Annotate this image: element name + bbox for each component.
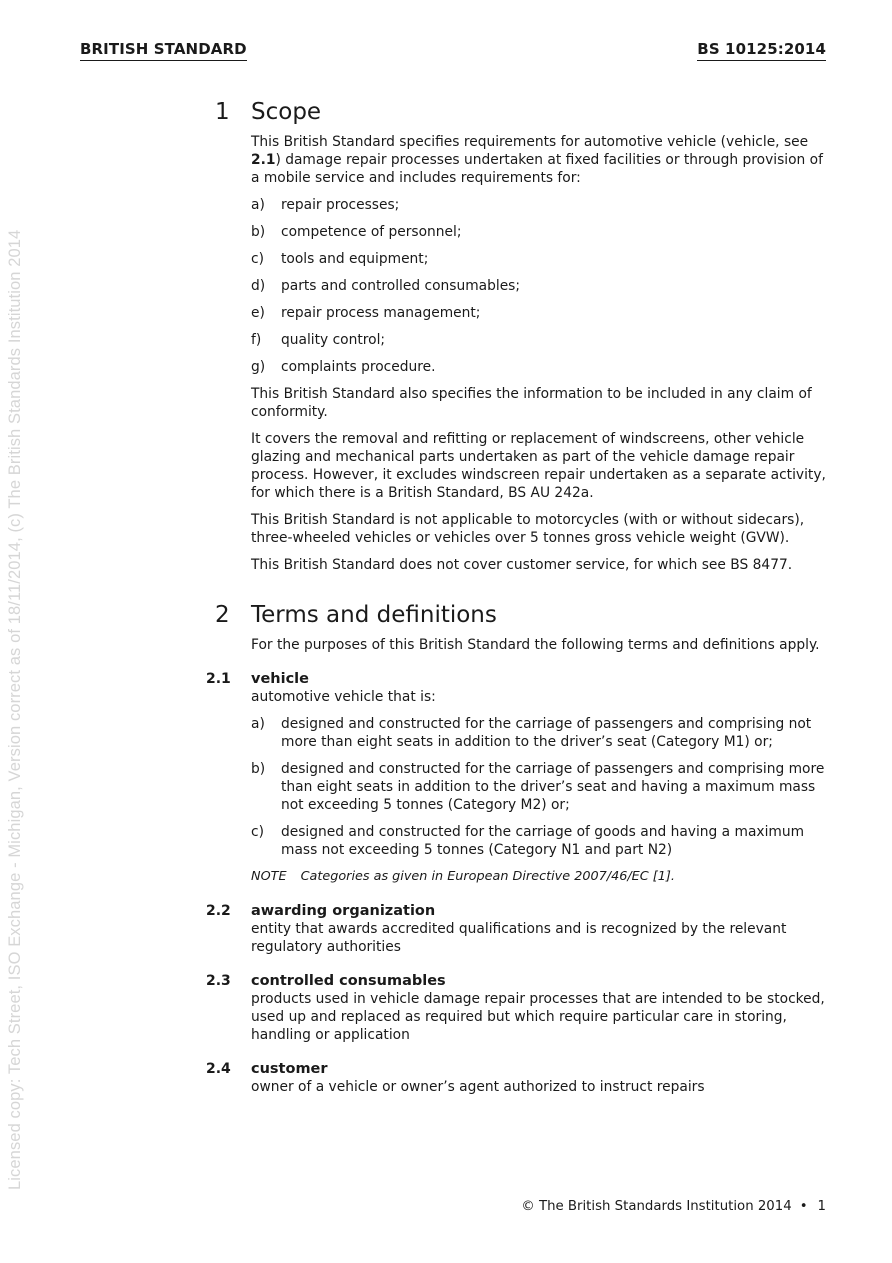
- term-number: 2.1: [206, 671, 231, 687]
- term-definition: automotive vehicle that is:: [251, 689, 436, 705]
- list-item: [251, 250, 826, 268]
- list-item: [251, 277, 826, 295]
- list-item-label: d): [251, 278, 266, 294]
- term-entry: [206, 972, 826, 1044]
- list-item: [251, 358, 826, 376]
- list-item-text: designed and constructed for the carriage of passengers and comprising not more than eight seats in addition to the driver’s seat (Category M1) or;: [281, 716, 812, 750]
- page-content: [206, 97, 826, 1105]
- list-item-label: b): [251, 761, 266, 777]
- section-terms-and-definitions: [206, 600, 826, 1096]
- list-item-label: c): [251, 824, 264, 840]
- header-standard-number: BS 10125:2014: [697, 40, 826, 61]
- scope-intro: [251, 133, 826, 187]
- note-text: Categories as given in European Directive 2007/46/EC [1].: [300, 869, 675, 884]
- scope-requirements-list: [251, 196, 826, 376]
- list-item-text: repair process management;: [281, 305, 481, 321]
- list-item-label: e): [251, 305, 265, 321]
- list-item-text: quality control;: [281, 332, 386, 348]
- scope-intro-post: ) damage repair processes undertaken at fixed facilities or through provision of a mobile service and includes requirements for:: [251, 152, 823, 186]
- list-item: [251, 304, 826, 322]
- list-item-text: designed and constructed for the carriage of goods and having a maximum mass not exceeding 5 tonnes (Category N1 and part N2): [281, 824, 805, 858]
- header-standard-label: BRITISH STANDARD: [80, 40, 247, 61]
- list-item-label: a): [251, 716, 265, 732]
- term-definition: owner of a vehicle or owner’s agent authorized to instruct repairs: [251, 1079, 705, 1095]
- section-title: Scope: [251, 99, 322, 125]
- list-item: [251, 715, 826, 751]
- section-scope: [215, 97, 826, 574]
- footer-bullet: •: [799, 1199, 808, 1214]
- terms-intro: For the purposes of this British Standard the following terms and definitions apply.: [251, 637, 820, 653]
- page-number: 1: [817, 1199, 826, 1214]
- scope-paragraph: It covers the removal and refitting or replacement of windscreens, other vehicle glazing and mechanical parts undertaken as part of the vehicle damage repair process. However, it excludes windscreen repair undertaken as a separate activity, for which there is a British Standard, BS AU 242a.: [251, 431, 826, 501]
- section-number: 1: [215, 99, 230, 125]
- term-name: awarding organization: [251, 903, 436, 919]
- list-item-text: competence of personnel;: [281, 224, 462, 240]
- section-heading: [215, 600, 826, 630]
- term-entry: [206, 1060, 826, 1096]
- term-name: controlled consumables: [251, 973, 446, 989]
- list-item-label: f): [251, 332, 262, 348]
- list-item-label: b): [251, 224, 266, 240]
- page-footer: [521, 1199, 826, 1214]
- term-entry: [206, 670, 826, 886]
- term-name: customer: [251, 1061, 328, 1077]
- note-label: NOTE: [251, 869, 287, 884]
- list-item-label: c): [251, 251, 264, 267]
- list-item-text: repair processes;: [281, 197, 400, 213]
- term-definition: entity that awards accredited qualifications and is recognized by the relevant regulatory authorities: [251, 921, 787, 955]
- term-note: [251, 868, 826, 886]
- section-title: Terms and definitions: [251, 602, 497, 628]
- license-watermark: Licensed copy: Tech Street, ISO Exchange - Michigan, Version correct as of 18/11/2014, (c) The British Standards Institution 2014: [6, 229, 24, 1190]
- list-item: [251, 196, 826, 214]
- list-item-text: designed and constructed for the carriage of passengers and comprising more than eight seats in addition to the driver’s seat and having a maximum mass not exceeding 5 tonnes (Category M2) or;: [281, 761, 825, 813]
- list-item: [251, 760, 826, 814]
- term-definition: products used in vehicle damage repair processes that are intended to be stocked, used up and replaced as required but which require particular care in storing, handling or application: [251, 991, 825, 1043]
- scope-paragraph: This British Standard also specifies the information to be included in any claim of conformity.: [251, 386, 812, 420]
- clause-reference: 2.1: [251, 152, 276, 168]
- footer-copyright: © The British Standards Institution 2014: [521, 1199, 792, 1214]
- list-item-text: parts and controlled consumables;: [281, 278, 521, 294]
- term-number: 2.4: [206, 1061, 231, 1077]
- term-number: 2.3: [206, 973, 231, 989]
- list-item-label: g): [251, 359, 266, 375]
- section-number: 2: [215, 602, 230, 628]
- scope-paragraph: This British Standard does not cover customer service, for which see BS 8477.: [251, 557, 793, 573]
- term-name: vehicle: [251, 671, 309, 687]
- vehicle-category-list: [251, 715, 826, 859]
- list-item-text: tools and equipment;: [281, 251, 429, 267]
- scope-paragraph: This British Standard is not applicable to motorcycles (with or without sidecars), three-wheeled vehicles or vehicles over 5 tonnes gross vehicle weight (GVW).: [251, 512, 805, 546]
- list-item-text: complaints procedure.: [281, 359, 436, 375]
- list-item-label: a): [251, 197, 265, 213]
- scope-intro-pre: This British Standard specifies requirements for automotive vehicle (vehicle, see: [251, 134, 809, 150]
- list-item: [251, 823, 826, 859]
- section-heading: [215, 97, 826, 127]
- term-number: 2.2: [206, 903, 231, 919]
- term-entry: [206, 902, 826, 956]
- list-item: [251, 331, 826, 349]
- list-item: [251, 223, 826, 241]
